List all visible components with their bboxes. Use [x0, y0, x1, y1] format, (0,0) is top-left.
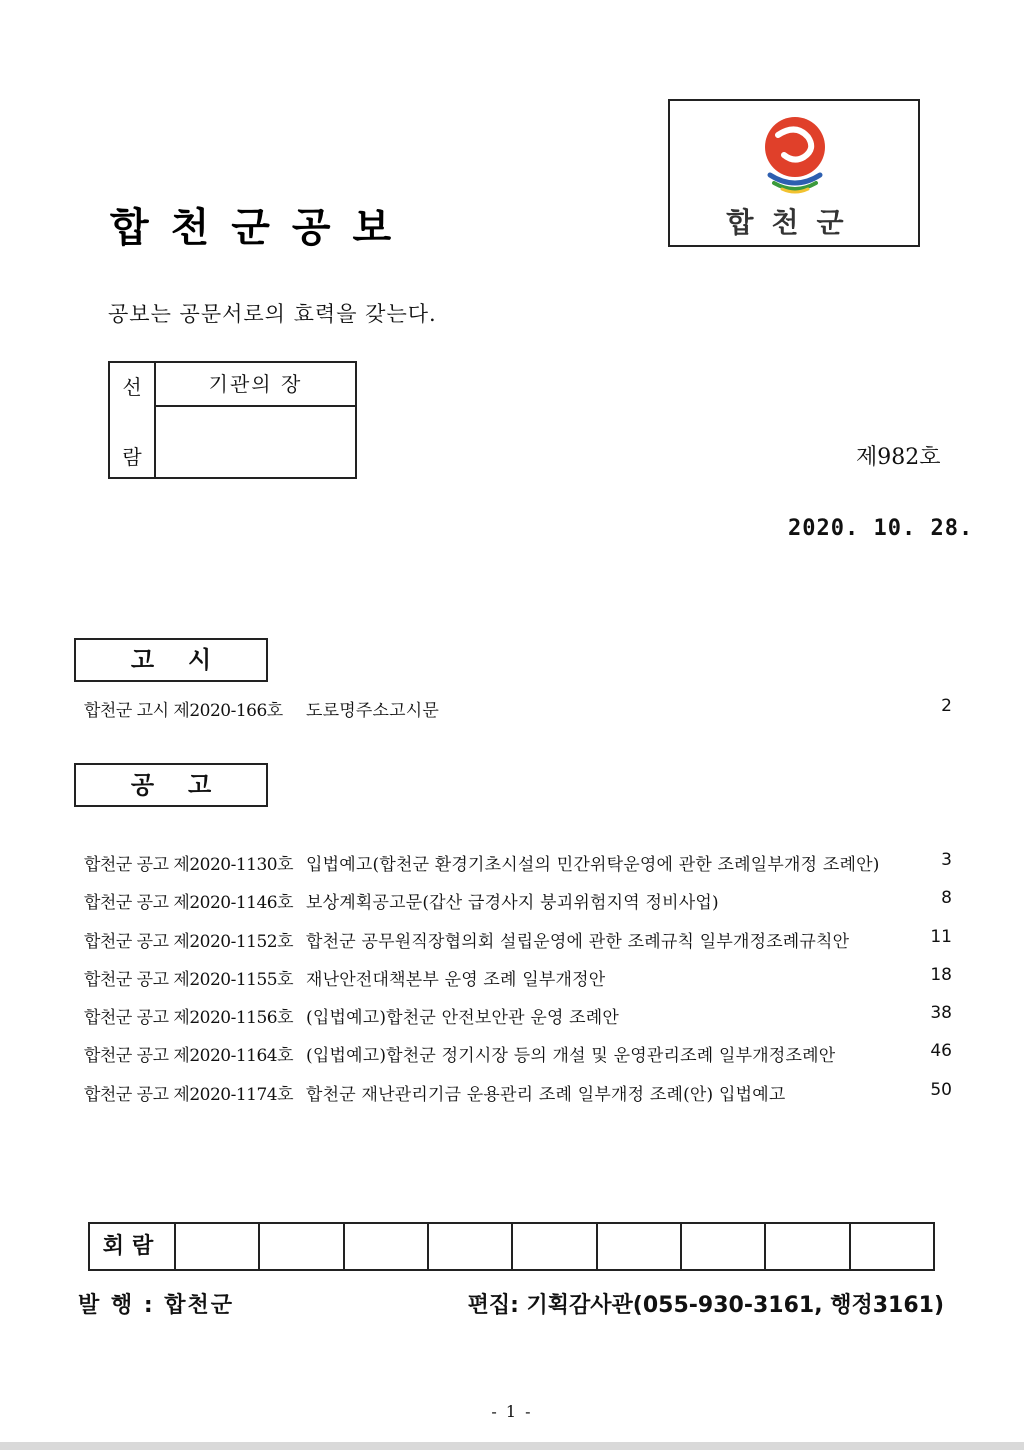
logo-box [668, 99, 920, 247]
approval-label-bottom: 람 [122, 445, 142, 469]
entry-title: 입법예고(합천군 환경기초시설의 민간위탁운영에 관한 조례일부개정 조례안) [306, 855, 880, 875]
circulation-cell [598, 1224, 682, 1269]
entry-number: 합천군 공고 제2020-1146호 [84, 893, 294, 913]
approval-box [108, 361, 357, 479]
announcement-entry[interactable] [84, 1041, 960, 1067]
entry-page: 38 [930, 1003, 952, 1023]
hapcheon-county-emblem-icon [758, 113, 832, 197]
entry-number: 합천군 고시 제2020-166호 [84, 701, 283, 721]
announcement-entry[interactable] [84, 927, 960, 953]
entry-number: 합천군 공고 제2020-1156호 [84, 1008, 294, 1028]
entry-page: 46 [930, 1041, 952, 1061]
entry-title: 합천군 재난관리기금 운용관리 조례 일부개정 조례(안) 입법예고 [306, 1085, 786, 1105]
entry-page: 11 [930, 927, 952, 947]
announcement-section-heading: 공고 [74, 763, 268, 807]
circulation-cell [513, 1224, 597, 1269]
entry-number: 합천군 공고 제2020-1130호 [84, 855, 294, 875]
approval-label-top: 선 [122, 375, 142, 399]
circulation-cell [345, 1224, 429, 1269]
bottom-edge [0, 1442, 1024, 1450]
circulation-cell [851, 1224, 933, 1269]
entry-title: 합천군 공무원직장협의회 설립운영에 관한 조례규칙 일부개정조례규칙안 [306, 932, 850, 952]
entry-number: 합천군 공고 제2020-1174호 [84, 1085, 294, 1105]
announcement-entry[interactable] [84, 1003, 960, 1029]
entry-number: 합천군 공고 제2020-1164호 [84, 1046, 294, 1066]
announcement-entry[interactable] [84, 965, 960, 991]
entry-title: 보상계획공고문(갑산 급경사지 붕괴위험지역 정비사업) [306, 893, 719, 913]
entry-page: 50 [930, 1080, 952, 1100]
entry-title: (입법예고)합천군 안전보안관 운영 조례안 [306, 1008, 620, 1028]
editor: 편집: 기획감사관(055-930-3161, 행정3161) [467, 1293, 944, 1318]
approval-head: 기관의 장 [156, 363, 355, 407]
circulation-table [88, 1222, 935, 1271]
subtitle: 공보는 공문서로의 효력을 갖는다. [108, 302, 437, 326]
page-number: - 1 - [491, 1402, 533, 1421]
entry-page: 18 [930, 965, 952, 985]
entry-page: 2 [941, 696, 952, 716]
circulation-cell [176, 1224, 260, 1269]
circulation-cell [766, 1224, 850, 1269]
entry-title: (입법예고)합천군 정기시장 등의 개설 및 운영관리조례 일부개정조례안 [306, 1046, 836, 1066]
entry-number: 합천군 공고 제2020-1155호 [84, 970, 294, 990]
circulation-label: 회람 [90, 1224, 176, 1269]
notice-section-heading: 고시 [74, 638, 268, 682]
circulation-cell [682, 1224, 766, 1269]
publisher: 발 행 : 합천군 [78, 1293, 235, 1318]
announcement-entry[interactable] [84, 1080, 960, 1106]
issue-number: 제982호 [856, 445, 941, 470]
notice-entry[interactable] [84, 696, 960, 722]
announcement-entry[interactable] [84, 888, 960, 914]
circulation-cell [260, 1224, 344, 1269]
issue-date: 2020. 10. 28. [788, 516, 974, 541]
page-title: 합천군공보 [110, 205, 414, 251]
entry-title: 도로명주소고시문 [306, 701, 439, 721]
entry-number: 합천군 공고 제2020-1152호 [84, 932, 294, 952]
announcement-entry[interactable] [84, 850, 960, 876]
entry-page: 8 [941, 888, 952, 908]
entry-page: 3 [941, 850, 952, 870]
logo-text: 합천군 [726, 206, 862, 239]
circulation-cell [429, 1224, 513, 1269]
entry-title: 재난안전대책본부 운영 조례 일부개정안 [306, 970, 606, 990]
